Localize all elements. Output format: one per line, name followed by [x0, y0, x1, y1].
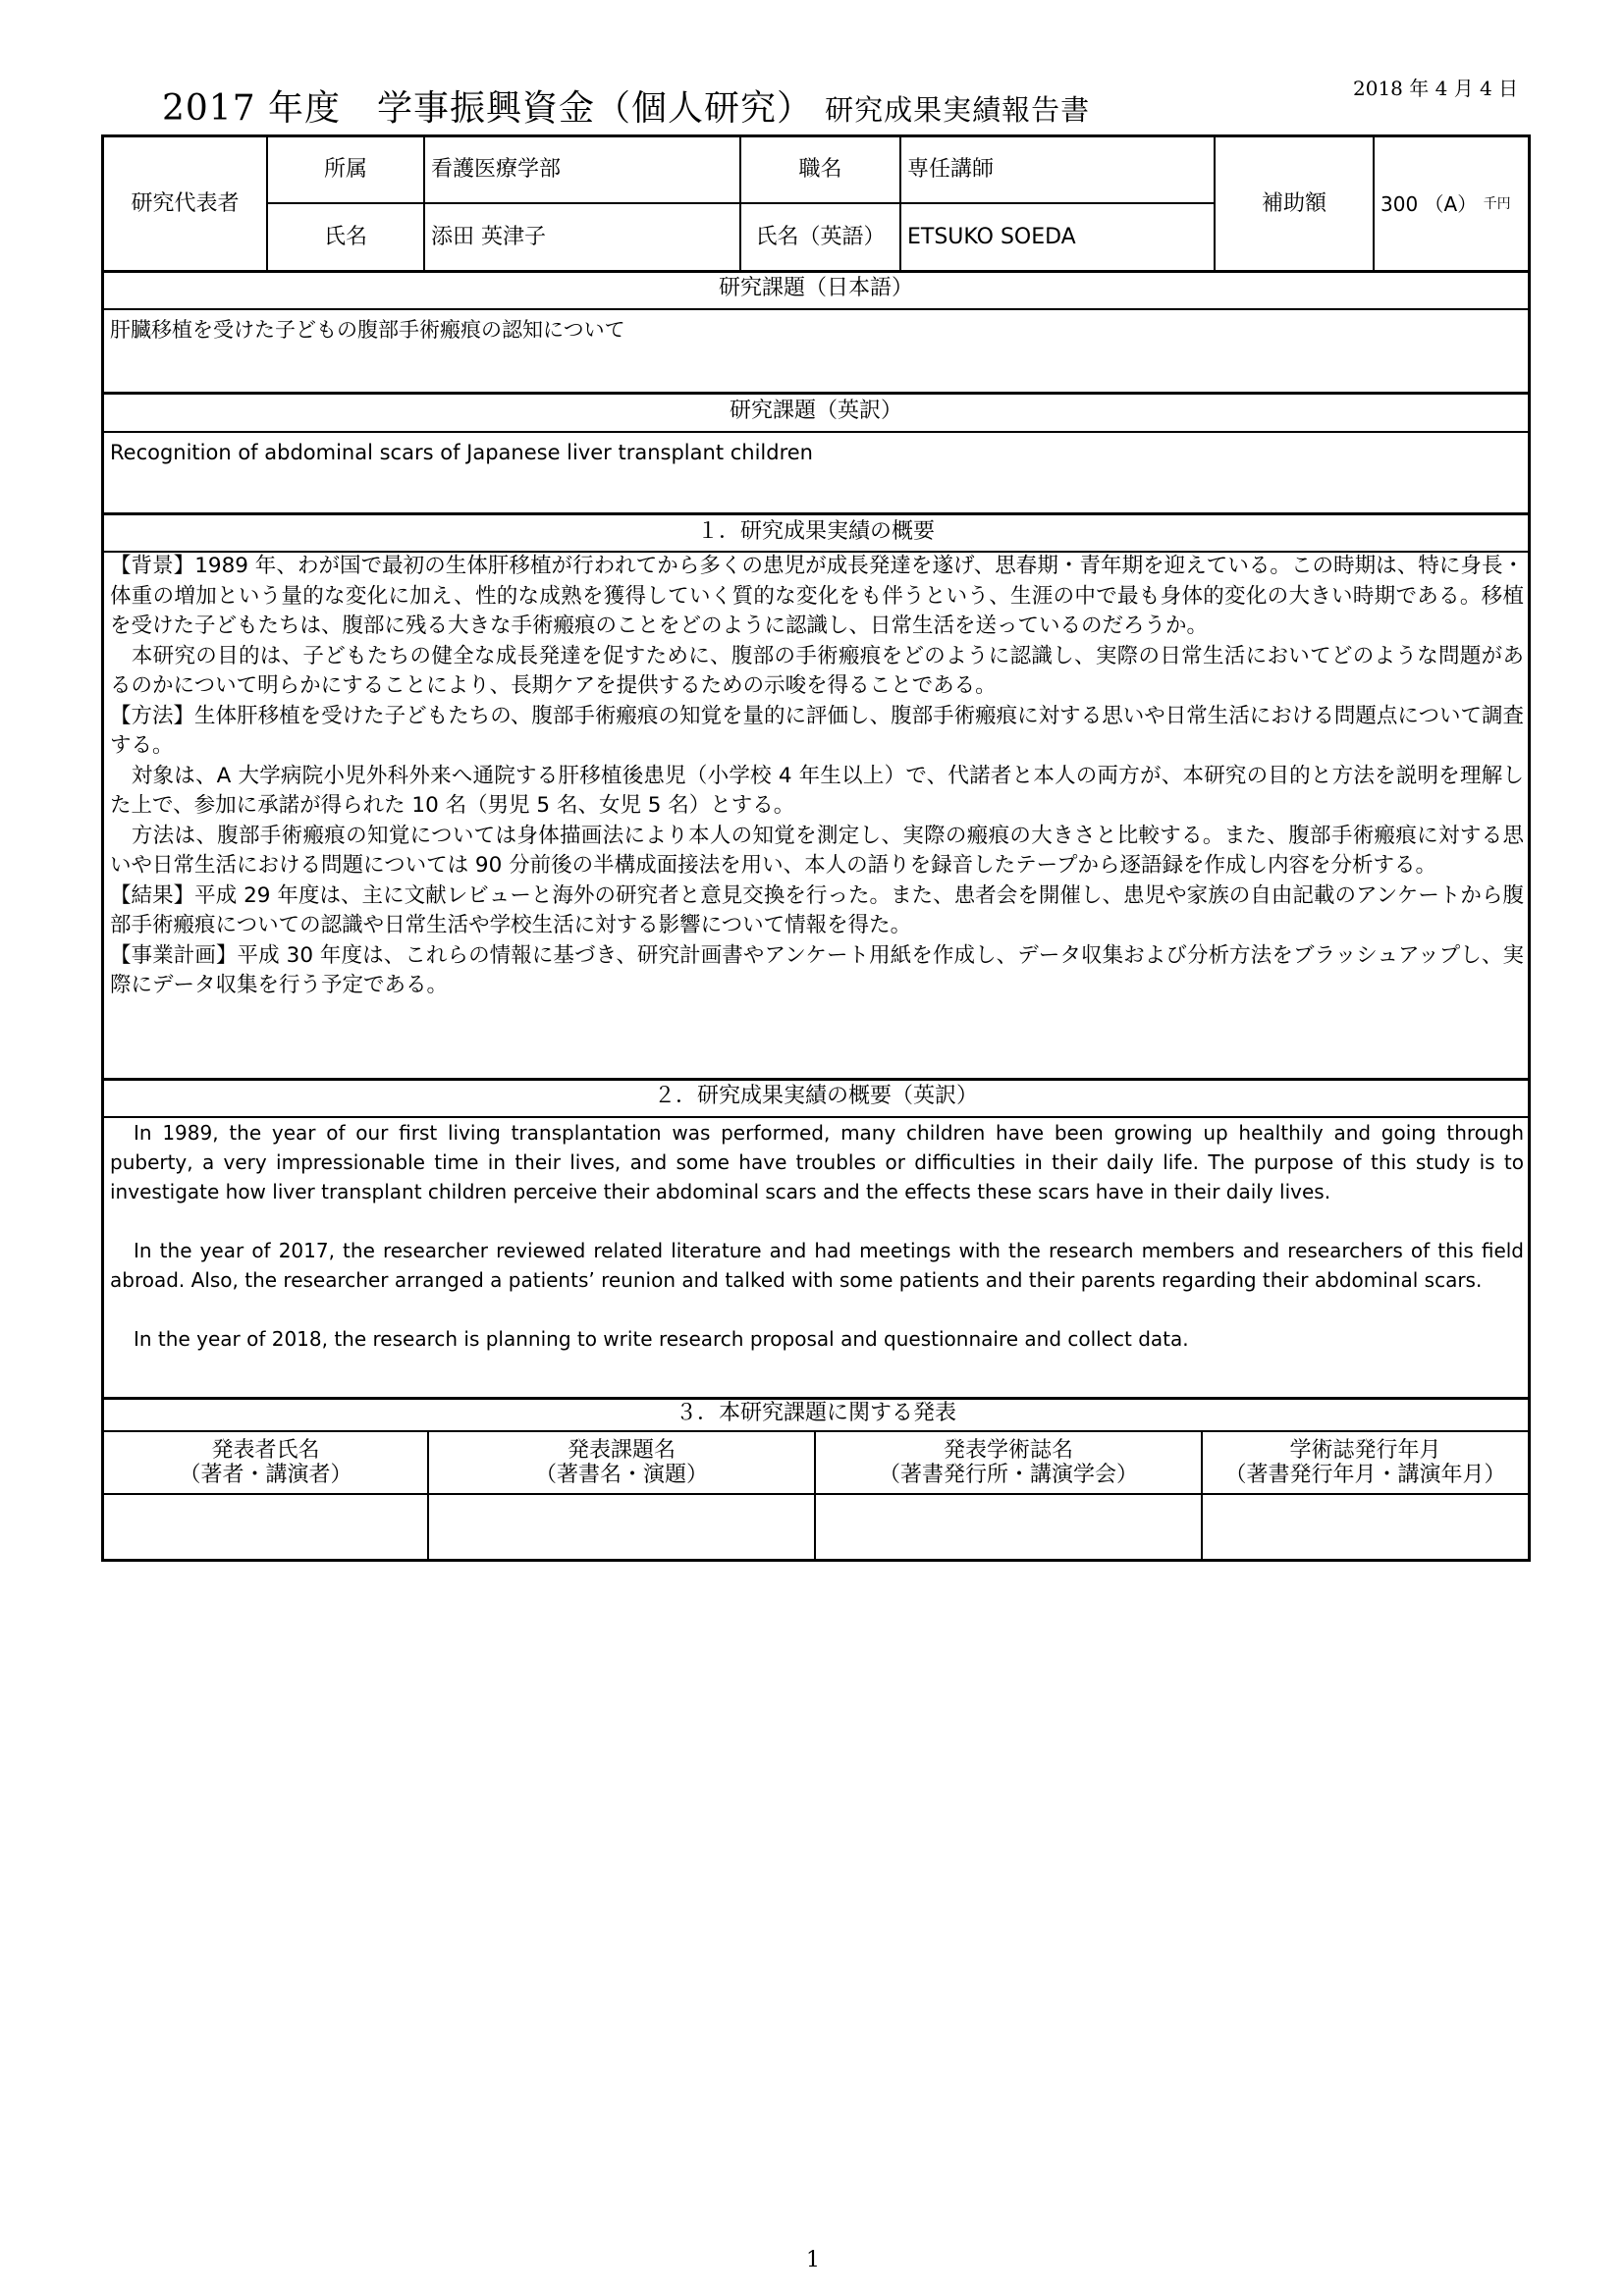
- summary-ja-paragraph: 【事業計画】平成 30 年度は、これらの情報に基づき、研究計画書やアンケート用紙を作成し、データ収集および分析方法をブラッシュアップし、実際にデータ収集を行う予定である。: [110, 942, 1524, 997]
- position-label: 職名: [798, 157, 842, 182]
- representative-label: 研究代表者: [131, 190, 240, 216]
- pub-col-journal-title: 発表学術誌名: [943, 1438, 1073, 1463]
- summary-ja-paragraph: 【背景】1989 年、わが国で最初の生体肝移植が行われてから多くの患児が成長発達を遂げ、思春期・青年期を迎えている。この時期は、特に身長・体重の増加という量的な変化に加え、性的な成熟を獲得していく質的な変化をも伴うという、生涯の中で最も身体的変化の大きい時期である。移植を受けた子どもたちは、腹部に残る大きな手術瘢痕のことをどのように認識し、日常生活を送っているのだろうか。: [110, 554, 1524, 638]
- pub-col-presenter: [104, 1432, 427, 1493]
- pub-col-date-title: 学術誌発行年月: [1289, 1438, 1441, 1463]
- grant-value: 300 （A）: [1380, 191, 1478, 216]
- summary-ja-paragraph: 本研究の目的は、子どもたちの健全な成長発達を促すために、腹部の手術瘢痕をどのように認識し、実際の日常生活においてどのような問題があるのかについて明らかにすることにより、長期ケアを提供するための示唆を得ることである。: [110, 643, 1524, 698]
- pub-col-title-title: 発表課題名: [567, 1438, 676, 1463]
- affiliation-value: 看護医療学部: [431, 157, 562, 182]
- page-number: 1: [806, 2248, 820, 2272]
- summary-ja-paragraph: 対象は、A 大学病院小児外科外来へ通院する肝移植後患児（小学校 4 年生以上）で、代諾者と本人の両方が、本研究の目的と方法を説明を理解した上で、参加に承諾が得られた 10 名（男児 5 名、女児 5 名）とする。: [110, 763, 1524, 818]
- pub-col-presenter-title: 発表者氏名: [211, 1438, 320, 1463]
- pub-col-date-note: （著書発行年月・講演年月）: [1224, 1463, 1506, 1487]
- summary-ja-paragraph: 【結果】平成 29 年度は、主に文献レビューと海外の研究者と意見交換を行った。また、患者会を開催し、患児や家族の自由記載のアンケートから腹部手術瘢痕についての認識や日常生活や学校生活に対する影響について情報を得た。: [110, 882, 1524, 937]
- report-date: 2018 年 4 月 4 日: [1353, 77, 1519, 100]
- summary-ja-heading: １．研究成果実績の概要: [696, 519, 935, 544]
- publications-heading: ３．本研究課題に関する発表: [675, 1401, 956, 1425]
- report-form: [101, 134, 1531, 1562]
- title-main: 2017 年度 学事振興資金（個人研究）: [162, 88, 814, 129]
- topic-en-heading: 研究課題（英訳）: [729, 399, 902, 423]
- summary-en-paragraph: In 1989, the year of our first living transplantation was performed, many children have been growing up healthily and going through puberty, a very impressionable time in their lives, and some have troubles or difficulties in their daily life. The purpose of this study is to investigate how liver transplant children perceive their abdominal scars and the effects these scars have in their daily lives.: [110, 1121, 1524, 1203]
- pub-col-journal: [816, 1432, 1201, 1493]
- name-value: 添田 英津子: [431, 224, 546, 249]
- position-value: 専任講師: [907, 157, 995, 182]
- pub-empty-row: [104, 1495, 1528, 1559]
- pub-col-date: [1203, 1432, 1528, 1493]
- summary-ja-body: [110, 552, 1524, 1001]
- grant-amount: [1375, 137, 1528, 270]
- grant-unit: 千円: [1483, 195, 1511, 212]
- title-sub: 研究成果実績報告書: [825, 93, 1091, 127]
- pub-col-journal-note: （著書発行所・講演学会）: [878, 1463, 1138, 1487]
- summary-ja-paragraph: 【方法】生体肝移植を受けた子どもたちの、腹部手術瘢痕の知覚を量的に評価し、腹部手術瘢痕に対する思いや日常生活における問題点について調査する。: [110, 703, 1524, 758]
- pub-col-presenter-note: （著者・講演者）: [179, 1463, 352, 1487]
- summary-en-body: [110, 1118, 1524, 1354]
- pub-col-title-note: （著書名・演題）: [534, 1463, 708, 1487]
- summary-en-heading: ２．研究成果実績の概要（英訳）: [653, 1084, 978, 1108]
- topic-ja-heading: 研究課題（日本語）: [718, 276, 913, 300]
- pub-col-title: [429, 1432, 814, 1493]
- grant-label: 補助額: [1261, 190, 1326, 216]
- name-label: 氏名: [323, 224, 367, 249]
- summary-ja-paragraph: 方法は、腹部手術瘢痕の知覚については身体描画法により本人の知覚を測定し、実際の瘢痕の大きさと比較する。また、腹部手術瘢痕に対する思いや日常生活における問題については 90 分前後の半構成面接法を用い、本人の語りを録音したテープから逐語録を作成し内容を分析する。: [110, 823, 1524, 878]
- topic-en-text: Recognition of abdominal scars of Japanese liver transplant children: [110, 441, 813, 464]
- report-title: [162, 80, 1090, 131]
- summary-en-paragraph: In the year of 2018, the research is planning to write research proposal and questionnaire and collect data.: [134, 1327, 1189, 1351]
- name-en-label: 氏名（英語）: [755, 224, 886, 249]
- summary-en-paragraph: In the year of 2017, the researcher reviewed related literature and had meetings with the research members and researchers of this field abroad. Also, the researcher arranged a patients’ reunion and talked with some patients and their parents regarding their abdominal scars.: [110, 1239, 1524, 1292]
- name-en-value: ETSUKO SOEDA: [907, 224, 1076, 249]
- topic-ja-text: 肝臓移植を受けた子どもの腹部手術瘢痕の認知について: [110, 318, 625, 342]
- affiliation-label: 所属: [323, 157, 367, 182]
